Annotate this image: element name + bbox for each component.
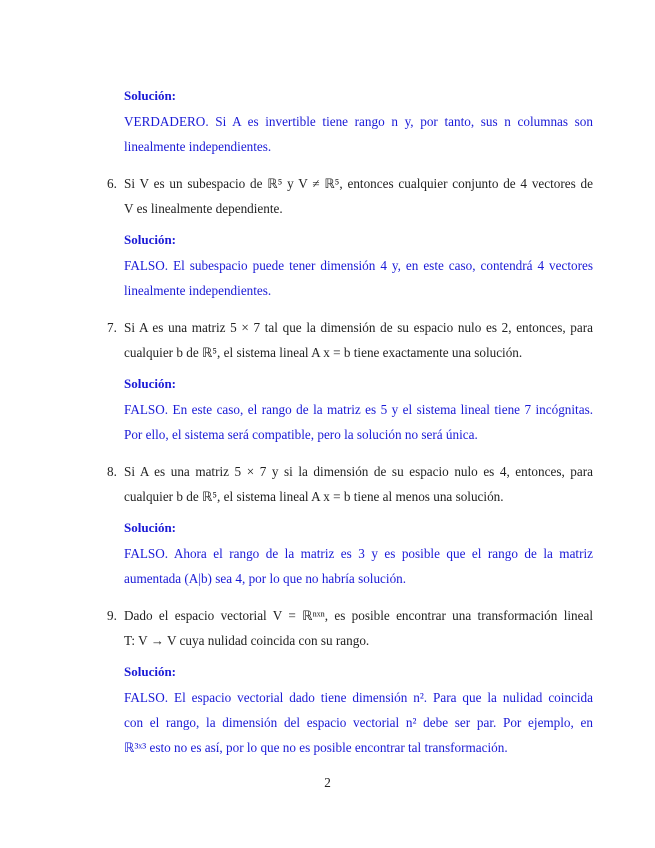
item-number: 9. [107, 608, 117, 623]
question-line: cualquier b de ℝ⁵, el sistema lineal A x = b tiene exactamente una solución. [124, 345, 523, 360]
solution-line: linealmente independientes. [124, 283, 272, 298]
solution-label: Solución: [124, 232, 177, 247]
solution-line: FALSO. Ahora el rango de la matriz es 3 y es posible que el rango de la matriz [124, 546, 593, 561]
solution-line: FALSO. El espacio vectorial dado tiene dimensión n². Para que la nulidad coincida [124, 690, 593, 705]
solution-label: Solución: [124, 664, 177, 679]
question-line: Si V es un subespacio de ℝ⁵ y V ≠ ℝ⁵, entonces cualquier conjunto de 4 vectores de [124, 176, 593, 191]
item-number: 7. [107, 320, 117, 335]
solution-line: aumentada (A|b) sea 4, por lo que no habría solución. [124, 571, 407, 586]
question-line: cualquier b de ℝ⁵, el sistema lineal A x = b tiene al menos una solución. [124, 489, 504, 504]
item-number: 6. [107, 176, 117, 191]
solution-line: VERDADERO. Si A es invertible tiene rango n y, por tanto, sus n columnas son [124, 114, 593, 129]
solution-line: ℝ³ˣ³ esto no es así, por lo que no es posible encontrar tal transformación. [124, 740, 508, 755]
solution-label: Solución: [124, 520, 177, 535]
question-line: Si A es una matriz 5 × 7 y si la dimensión de su espacio nulo es 4, entonces, para [124, 464, 593, 479]
solution-label: Solución: [124, 88, 177, 103]
question-line: Dado el espacio vectorial V = ℝⁿˣⁿ, es posible encontrar una transformación lineal [124, 608, 593, 623]
solution-label: Solución: [124, 376, 177, 391]
item-number: 8. [107, 464, 117, 479]
solution-line: FALSO. En este caso, el rango de la matriz es 5 y el sistema lineal tiene 7 incógnitas. [124, 402, 593, 417]
solution-line: linealmente independientes. [124, 139, 272, 154]
page-number: 2 [324, 775, 331, 790]
solution-line: FALSO. El subespacio puede tener dimensión 4 y, en este caso, contendrá 4 vectores [124, 258, 593, 273]
question-line: Si A es una matriz 5 × 7 tal que la dimensión de su espacio nulo es 2, entonces, para [124, 320, 593, 335]
question-line: V es linealmente dependiente. [124, 201, 283, 216]
solution-line: Por ello, el sistema será compatible, pero la solución no será única. [124, 427, 478, 442]
question-line: T: V → V cuya nulidad coincida con su rango. [124, 633, 370, 648]
solution-line: con el rango, la dimensión del espacio vectorial n² debe ser par. Por ejemplo, en [124, 715, 593, 730]
